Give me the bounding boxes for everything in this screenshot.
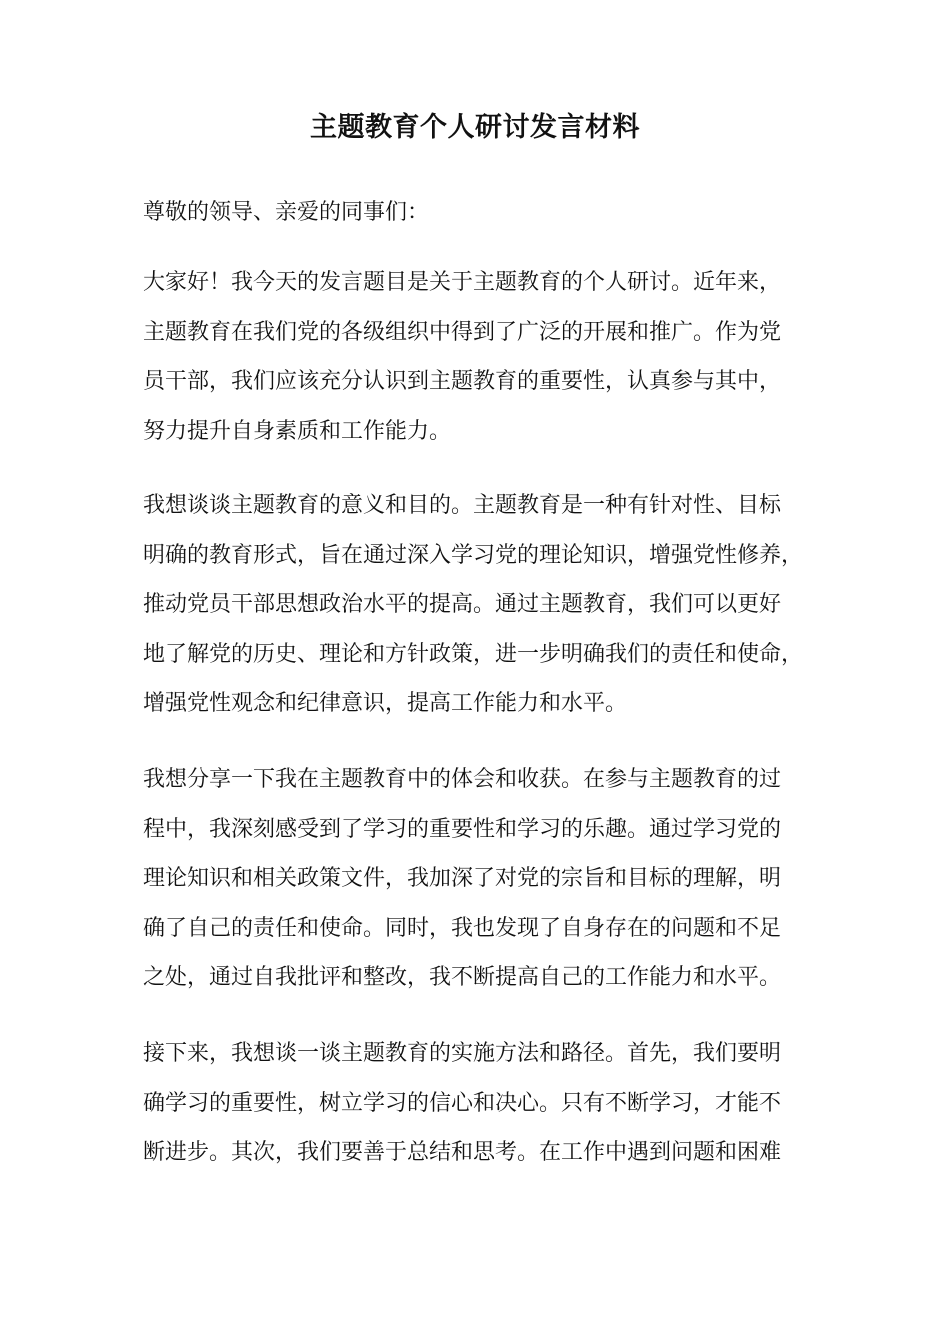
document-title: 主题教育个人研讨发言材料 (310, 112, 640, 143)
paragraph-line: 员干部，我们应该充分认识到主题教育的重要性，认真参与其中， (143, 369, 782, 394)
salutation: 尊敬的领导、亲爱的同事们： (143, 200, 430, 225)
paragraph-meaning-purpose (143, 481, 843, 729)
paragraph-line: 我想分享一下我在主题教育中的体会和收获。在参与主题教育的过 (143, 767, 782, 792)
paragraph-line: 明确的教育形式，旨在通过深入学习党的理论知识，增强党性修养， (143, 542, 804, 568)
paragraph-line: 断进步。其次，我们要善于总结和思考。在工作中遇到问题和困难 (143, 1140, 782, 1165)
paragraph-line: 我想谈谈主题教育的意义和目的。主题教育是一种有针对性、目标 (143, 493, 782, 518)
paragraph-line: 大家好！我今天的发言题目是关于主题教育的个人研讨。近年来， (143, 270, 782, 295)
paragraph-line: 确了自己的责任和使命。同时，我也发现了自身存在的问题和不足 (143, 915, 782, 941)
paragraph-line: 主题教育在我们党的各级组织中得到了广泛的开展和推广。作为党 (143, 319, 782, 345)
paragraph-line: 程中，我深刻感受到了学习的重要性和学习的乐趣。通过学习党的 (143, 816, 782, 842)
paragraph-line: 地了解党的历史、理论和方针政策，进一步明确我们的责任和使命， (143, 641, 804, 667)
paragraph-intro (143, 258, 843, 456)
paragraph-methods (143, 1029, 843, 1178)
paragraph-line: 努力提升自身素质和工作能力。 (143, 418, 452, 444)
paragraph-line: 确学习的重要性，树立学习的信心和决心。只有不断学习，才能不 (143, 1090, 782, 1116)
paragraph-experience (143, 755, 843, 1003)
paragraph-line: 推动党员干部思想政治水平的提高。通过主题教育，我们可以更好 (143, 592, 782, 617)
paragraph-line: 接下来，我想谈一谈主题教育的实施方法和路径。首先，我们要明 (143, 1041, 782, 1066)
paragraph-line: 理论知识和相关政策文件，我加深了对党的宗旨和目标的理解，明 (143, 866, 782, 891)
paragraph-line: 增强党性观念和纪律意识，提高工作能力和水平。 (143, 691, 628, 716)
paragraph-line: 之处，通过自我批评和整改，我不断提高自己的工作能力和水平。 (143, 965, 782, 990)
